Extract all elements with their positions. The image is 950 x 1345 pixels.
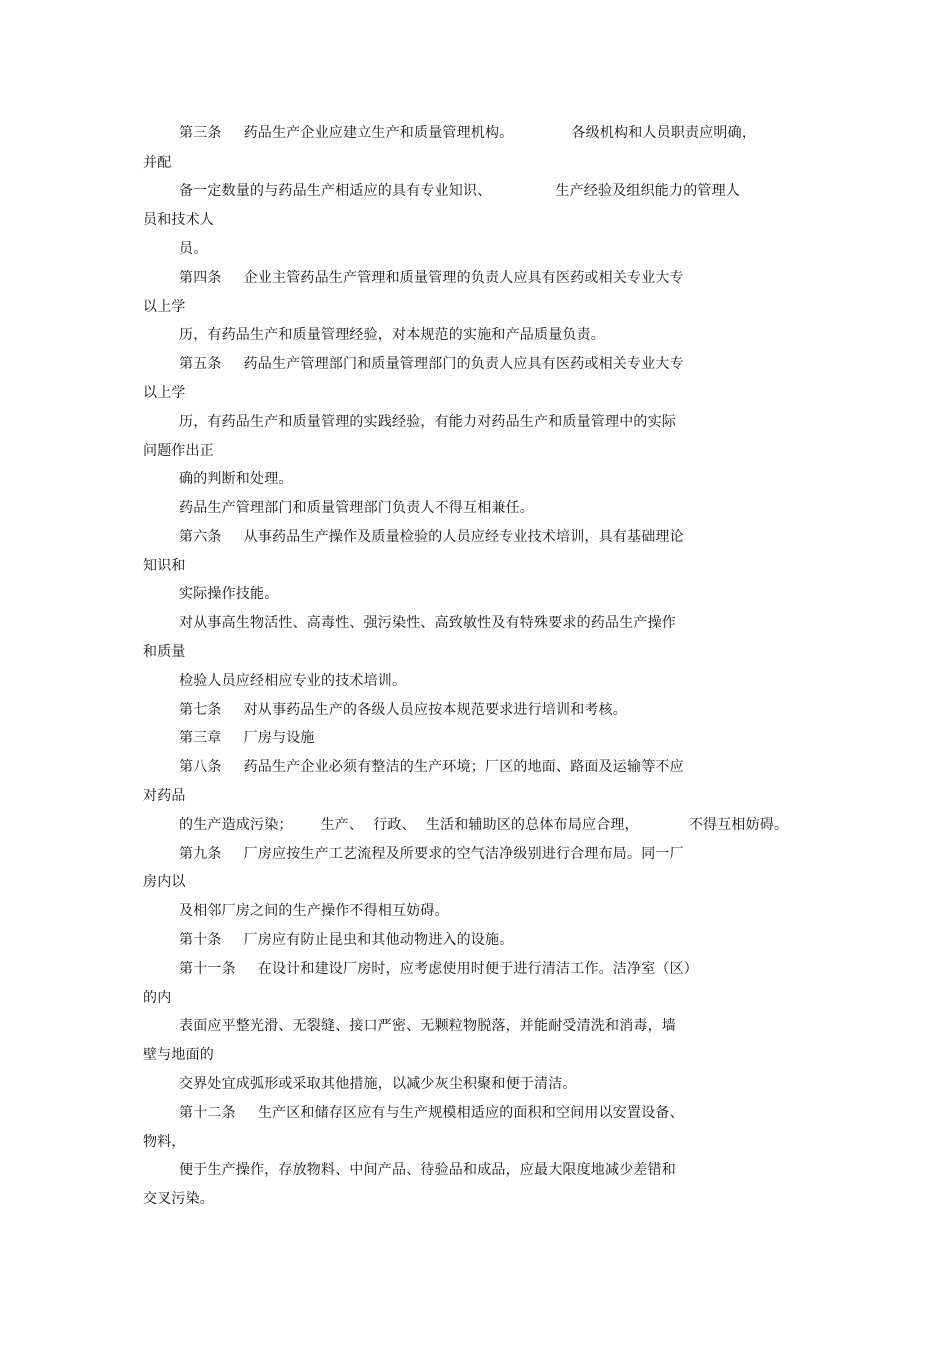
text-line: 历，有药品生产和质量管理经验，对本规范的实施和产品质量负责。 [179,327,605,343]
text-line: 表面应平整光滑、无裂缝、接口严密、无颗粒物脱落，并能耐受清洗和消毒，墙 [179,1018,676,1034]
text-line: 交界处宜成弧形或采取其他措施，以减少灰尘积聚和便于清洁。 [179,1076,577,1092]
text-line: 房内以 [143,874,186,890]
text-line: 历，有药品生产和质量管理的实践经验，有能力对药品生产和质量管理中的实际 [179,414,676,430]
article-4-text: 企业主管药品生产管理和质量管理的负责人应具有医药或相关专业大专 [243,270,684,286]
article-3-text-cont: 各级机构和人员职责应明确， [571,125,757,141]
article-11-number: 第十一条 [179,961,236,977]
article-12-text: 生产区和储存区应有与生产规模相适应的面积和空间用以安置设备、 [257,1105,684,1121]
text-line [179,182,740,200]
article-9-text: 厂房应按生产工艺流程及所要求的空气洁净级别进行合理布局。同一厂 [243,846,684,862]
article-6-line [179,528,684,546]
article-7-text: 对从事药品生产的各级人员应按本规范要求进行培训和考核。 [243,702,628,718]
article-3-line [179,124,756,142]
chapter-number: 第三章 [179,730,222,746]
text-line: 对从事高生物活性、高毒性、强污染性、高致敏性及有特殊要求的药品生产操作 [179,615,676,631]
text-line: 问题作出正 [143,443,214,459]
article-4-line [179,269,684,287]
article-5-text: 药品生产管理部门和质量管理部门的负责人应具有医药或相关专业大专 [243,356,684,372]
text-line: 以上学 [143,385,186,401]
article-6-text: 从事药品生产操作及质量检验的人员应经专业技术培训，具有基础理论 [243,529,684,545]
text-line: 便于生产操作，存放物料、中间产品、待验品和成品，应最大限度地减少差错和 [179,1162,676,1178]
text-segment: 的生产造成污染； [179,817,293,833]
chapter-3-heading [179,729,315,747]
article-12-line [179,1104,684,1122]
text-line: 药品生产管理部门和质量管理部门负责人不得互相兼任。 [179,500,534,516]
text-line [179,816,788,834]
text-segment: 不得互相妨碍。 [688,817,789,833]
text-segment: 行政、 [373,817,416,833]
chapter-title: 厂房与设施 [243,730,315,746]
article-7-number: 第七条 [179,702,222,718]
article-6-number: 第六条 [179,529,222,545]
article-3-text: 药品生产企业应建立生产和质量管理机构。 [243,125,514,141]
article-9-line [179,845,684,863]
text-line: 物料， [143,1134,186,1150]
article-4-number: 第四条 [179,270,222,286]
article-11-line [179,960,698,978]
article-5-number: 第五条 [179,356,222,372]
article-9-number: 第九条 [179,846,222,862]
text-line: 以上学 [143,299,186,315]
text-segment: 备一定数量的与药品生产相适应的具有专业知识、 [179,183,492,199]
text-line: 员。 [179,241,208,257]
text-line: 对药品 [143,788,186,804]
article-8-line [179,758,684,776]
text-segment: 生活和辅助区的总体布局应合理， [425,817,639,833]
article-12-number: 第十二条 [179,1105,236,1121]
text-line: 确的判断和处理。 [179,471,293,487]
article-5-line [179,355,684,373]
text-line: 知识和 [143,558,186,574]
article-10-line [179,931,513,949]
text-segment: 生产经验及组织能力的管理人 [555,183,741,199]
text-line: 和质量 [143,644,186,660]
text-line: 员和技术人 [143,212,214,228]
text-line: 的内 [143,990,172,1006]
text-line: 并配 [143,155,172,171]
text-line: 及相邻厂房之间的生产操作不得相互妨碍。 [179,903,449,919]
text-line: 检验人员应经相应专业的技术培训。 [179,673,407,689]
article-3-number: 第三条 [179,125,222,141]
article-8-number: 第八条 [179,759,222,775]
text-line: 壁与地面的 [143,1047,214,1063]
article-7-line [179,701,627,719]
text-segment: 生产、 [320,817,364,833]
text-line: 交叉污染。 [143,1191,214,1207]
article-10-number: 第十条 [179,932,222,948]
article-11-text: 在设计和建设厂房时，应考虑使用时便于进行清洁工作。洁净室（区） [257,961,699,977]
article-8-text: 药品生产企业必须有整洁的生产环境；厂区的地面、路面及运输等不应 [243,759,684,775]
text-line: 实际操作技能。 [179,586,279,602]
article-10-text: 厂房应有防止昆虫和其他动物进入的设施。 [243,932,514,948]
